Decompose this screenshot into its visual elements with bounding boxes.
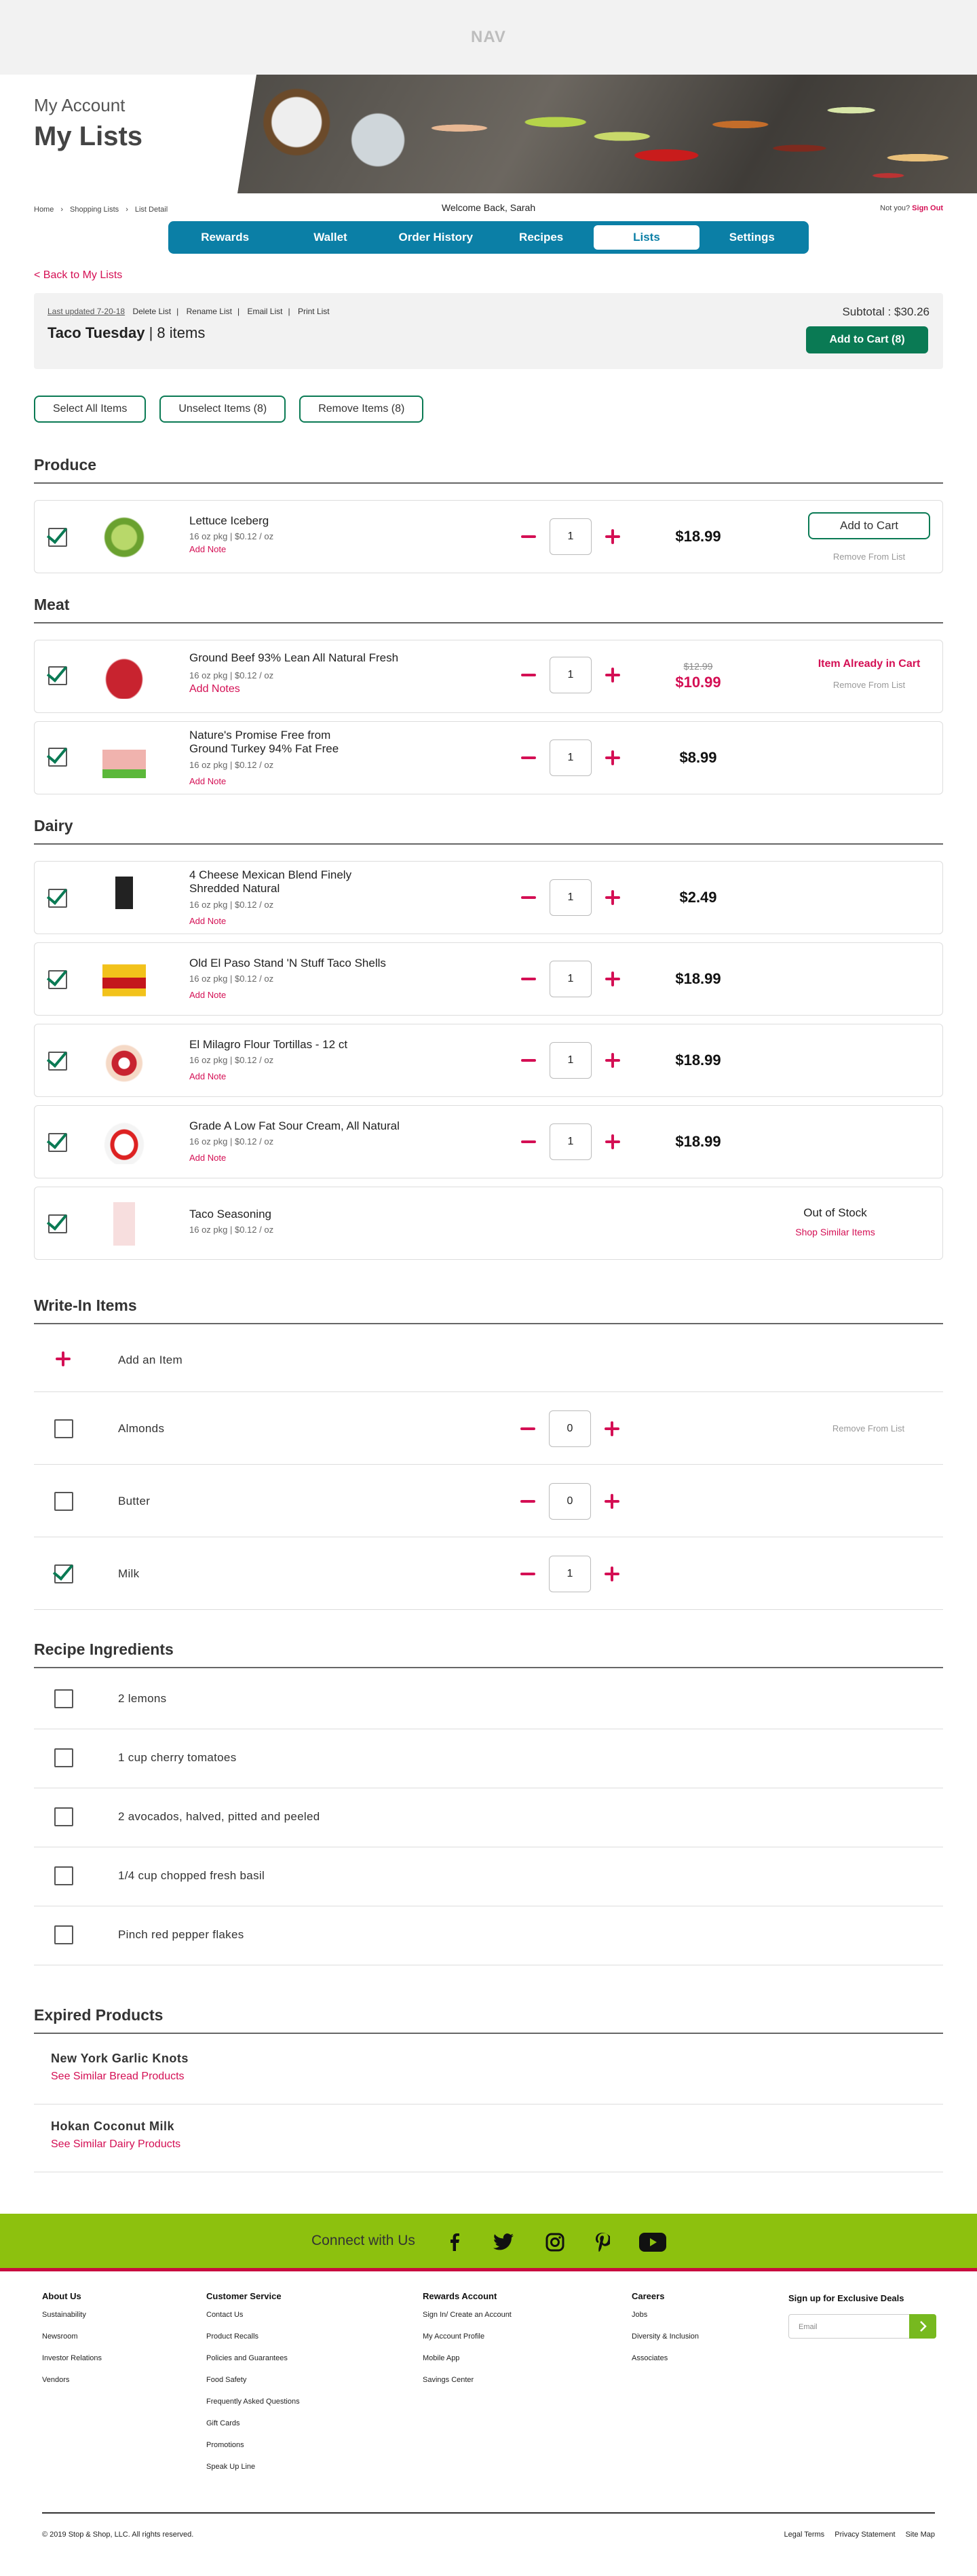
recipe-item <box>34 1847 943 1906</box>
minus-icon[interactable] <box>521 896 536 899</box>
breadcrumb-list-detail: List Detail <box>134 206 168 214</box>
add-note-link[interactable]: Add Note <box>189 776 227 786</box>
product-image-ground-beef <box>102 655 146 699</box>
minus-icon[interactable] <box>521 978 536 980</box>
item-name[interactable]: Taco Seasoning <box>189 1208 271 1220</box>
select-all-button[interactable]: Select All Items <box>34 396 146 423</box>
item-name: Milk <box>118 1567 140 1580</box>
add-note-link[interactable]: Add Notes <box>189 683 240 695</box>
not-you-text: Not you? <box>880 204 911 212</box>
write-in-item <box>34 1537 943 1610</box>
ingredient-name: 2 lemons <box>118 1692 167 1705</box>
footer-link[interactable]: Investor Relations <box>42 2354 102 2362</box>
quantity-input[interactable]: 1 <box>550 879 592 916</box>
footer-heading: Customer Service <box>206 2291 282 2301</box>
nav-label: NAV <box>471 28 506 46</box>
breadcrumb-shopping-lists[interactable]: Shopping Lists <box>70 206 119 214</box>
add-note-link[interactable]: Add Note <box>189 544 227 554</box>
footer-link[interactable]: Mobile App <box>423 2354 460 2362</box>
footer-link[interactable]: Contact Us <box>206 2311 244 2319</box>
footer-link[interactable]: Diversity & Inclusion <box>632 2332 700 2341</box>
plus-icon[interactable] <box>605 972 620 986</box>
item-meta: 16 oz pkg | $0.12 / oz <box>189 1225 274 1235</box>
remove-from-list-link[interactable]: Remove From List <box>832 552 906 562</box>
sign-out-link[interactable]: Sign Out <box>912 204 943 212</box>
item-price: $2.49 <box>679 889 717 906</box>
ingredient-name: 1 cup cherry tomatoes <box>118 1751 237 1764</box>
item-name[interactable]: Grade A Low Fat Sour Cream, All Natural <box>189 1119 400 1132</box>
footer-link[interactable]: Frequently Asked Questions <box>206 2398 300 2406</box>
product-image-taco-shells <box>102 958 146 1001</box>
minus-icon[interactable] <box>521 756 536 759</box>
plus-icon[interactable] <box>605 890 620 905</box>
plus-icon[interactable] <box>605 1566 619 1581</box>
see-similar-link[interactable]: See Similar Dairy Products <box>51 2138 181 2150</box>
print-list-link[interactable]: Print List <box>297 307 330 316</box>
list-item <box>34 861 943 934</box>
item-meta: 16 oz pkg | $0.12 / oz <box>189 974 274 984</box>
add-note-link[interactable]: Add Note <box>189 1153 227 1163</box>
email-list-link[interactable]: Email List <box>247 307 283 316</box>
add-note-link[interactable]: Add Note <box>189 1071 227 1081</box>
tab-wallet[interactable]: Wallet <box>313 231 347 244</box>
footer-link[interactable]: My Account Profile <box>423 2332 485 2341</box>
expired-item-name: Hokan Coconut Milk <box>51 2119 175 2133</box>
add-item-row <box>34 1326 943 1392</box>
footer-heading: Rewards Account <box>423 2291 497 2301</box>
section-produce: Produce <box>34 456 943 484</box>
item-price: $18.99 <box>675 1133 721 1150</box>
delete-list-link[interactable]: Delete List <box>132 307 172 316</box>
product-image-tortillas <box>102 1039 146 1083</box>
divider: | <box>288 307 290 316</box>
welcome-message: Welcome Back, Sarah <box>441 202 536 213</box>
section-write-in: Write-In Items <box>34 1296 943 1324</box>
remove-items-button[interactable]: Remove Items (8) <box>299 396 423 423</box>
footer-link[interactable]: Sustainability <box>42 2311 86 2319</box>
divider: | <box>149 324 153 341</box>
item-name[interactable]: Lettuce Iceberg <box>189 514 269 527</box>
footer-link[interactable]: Gift Cards <box>206 2419 240 2427</box>
minus-icon[interactable] <box>521 1059 536 1062</box>
twitter-icon[interactable] <box>491 2230 516 2254</box>
breadcrumb-separator: › <box>60 206 64 214</box>
item-checkbox[interactable] <box>48 889 67 908</box>
subtotal: Subtotal : $30.26 <box>842 305 930 318</box>
item-meta: 16 oz pkg | $0.12 / oz <box>189 670 274 680</box>
divider: | <box>176 307 179 316</box>
item-price: $18.99 <box>675 970 721 987</box>
facebook-icon[interactable] <box>442 2230 467 2254</box>
bulk-actions <box>34 396 423 423</box>
list-item <box>34 1187 943 1260</box>
plus-icon[interactable] <box>605 750 620 765</box>
plus-icon[interactable] <box>605 1134 620 1149</box>
item-name[interactable]: Ground Beef 93% Lean All Natural Fresh <box>189 651 399 664</box>
quantity-input[interactable]: 1 <box>550 961 592 997</box>
item-checkbox[interactable] <box>48 970 67 989</box>
footer-link[interactable]: Speak Up Line <box>206 2463 256 2471</box>
pinterest-icon[interactable] <box>590 2230 615 2254</box>
footer-link[interactable]: Savings Center <box>423 2376 474 2384</box>
quantity-input[interactable]: 0 <box>549 1410 591 1447</box>
item-name[interactable]: El Milagro Flour Tortillas - 12 ct <box>189 1038 348 1051</box>
list-name: Taco Tuesday <box>47 324 145 341</box>
footer-careers <box>632 2291 699 2376</box>
product-image-taco-seasoning <box>102 1202 146 1246</box>
add-to-cart-button[interactable]: Add to Cart <box>808 512 930 539</box>
add-note-link[interactable]: Add Note <box>189 916 227 926</box>
list-item <box>34 1024 943 1097</box>
footer-link[interactable]: Associates <box>632 2354 668 2362</box>
item-name[interactable]: Old El Paso Stand 'N Stuff Taco Shells <box>189 957 386 969</box>
expired-item <box>34 2037 943 2104</box>
tab-order-history[interactable]: Order History <box>398 231 474 244</box>
item-price: $18.99 <box>675 528 721 545</box>
footer-link[interactable]: Food Safety <box>206 2376 247 2384</box>
item-price: $18.99 <box>675 1052 721 1069</box>
item-in-cart-status: Item Already in Cart <box>818 658 921 670</box>
item-checkbox[interactable] <box>54 1807 73 1826</box>
item-checkbox[interactable] <box>48 1214 67 1233</box>
recipe-item <box>34 1906 943 1965</box>
list-item <box>34 640 943 713</box>
quantity-input[interactable]: 0 <box>549 1483 591 1520</box>
last-updated: Last updated 7-20-18 <box>47 307 126 316</box>
quantity-input[interactable]: 1 <box>550 1123 592 1160</box>
footer-divider <box>42 2512 935 2514</box>
product-image-ground-turkey <box>102 737 146 780</box>
minus-icon[interactable] <box>521 674 536 676</box>
hero-banner <box>0 75 977 193</box>
out-of-stock-status: Out of Stock <box>803 1206 867 1219</box>
plus-icon[interactable] <box>605 668 620 683</box>
recipe-item <box>34 1729 943 1788</box>
signup-heading: Sign up for Exclusive Deals <box>788 2293 904 2303</box>
tab-settings[interactable]: Settings <box>729 231 775 244</box>
recipe-item <box>34 1670 943 1729</box>
footer-link[interactable]: Product Recalls <box>206 2332 259 2341</box>
divider: | <box>237 307 240 316</box>
plus-icon[interactable] <box>605 1494 619 1509</box>
remove-from-list-link[interactable]: Remove From List <box>832 680 906 690</box>
minus-icon[interactable] <box>520 1573 535 1575</box>
section-recipe: Recipe Ingredients <box>34 1640 943 1668</box>
list-item <box>34 1105 943 1178</box>
tab-lists[interactable]: Lists <box>594 225 699 250</box>
legal-terms-link[interactable]: Legal Terms <box>784 2531 825 2539</box>
item-meta: 16 oz pkg | $0.12 / oz <box>189 760 274 770</box>
section-meat: Meat <box>34 596 943 623</box>
item-checkbox[interactable] <box>54 1564 73 1583</box>
list-header <box>34 293 943 369</box>
ingredient-name: 2 avocados, halved, pitted and peeled <box>118 1810 320 1823</box>
account-tabs <box>168 221 809 254</box>
list-item <box>34 942 943 1016</box>
footer-service <box>206 2291 300 2484</box>
product-image-lettuce <box>102 516 146 559</box>
instagram-icon[interactable] <box>543 2230 567 2254</box>
remove-from-list-link[interactable]: Remove From List <box>832 1423 905 1434</box>
item-checkbox[interactable] <box>54 1748 73 1767</box>
submit-email-button[interactable] <box>909 2314 936 2339</box>
tab-rewards[interactable]: Rewards <box>201 231 250 244</box>
original-price: $12.99 <box>683 661 713 672</box>
list-item <box>34 721 943 794</box>
expired-item <box>34 2104 943 2172</box>
section-expired: Expired Products <box>34 2006 943 2034</box>
footer-link[interactable]: Sign In/ Create an Account <box>423 2311 512 2319</box>
footer-rewards <box>423 2291 512 2398</box>
quantity-input[interactable]: 1 <box>550 1042 592 1079</box>
footer-link[interactable]: Promotions <box>206 2441 244 2449</box>
add-item-label[interactable]: Add an Item <box>118 1353 183 1366</box>
write-in-item <box>34 1392 943 1465</box>
item-meta: 16 oz pkg | $0.12 / oz <box>189 900 274 910</box>
footer-link[interactable]: Vendors <box>42 2376 70 2384</box>
recipe-item <box>34 1788 943 1847</box>
product-image-cheese <box>102 877 146 920</box>
sale-price: $10.99 <box>675 674 721 691</box>
see-similar-link[interactable]: See Similar Bread Products <box>51 2071 185 2082</box>
section-dairy: Dairy <box>34 817 943 845</box>
rename-list-link[interactable]: Rename List <box>186 307 232 316</box>
item-name[interactable]: Nature's Promise Free from Ground Turkey 94% Fat Free <box>189 729 339 755</box>
quantity-input[interactable]: 1 <box>549 1556 591 1592</box>
item-meta: 16 oz pkg | $0.12 / oz <box>189 1136 274 1147</box>
hero-subtitle: My Account <box>34 95 126 115</box>
legal-links <box>775 2531 935 2539</box>
write-in-item <box>34 1465 943 1537</box>
plus-icon[interactable] <box>605 529 620 544</box>
not-you <box>880 204 943 212</box>
footer-about <box>42 2291 102 2398</box>
tab-recipes[interactable]: Recipes <box>519 231 564 244</box>
youtube-icon[interactable] <box>638 2230 668 2254</box>
chevron-right-icon <box>909 2314 936 2339</box>
footer-link[interactable]: Jobs <box>632 2311 648 2319</box>
item-checkbox[interactable] <box>48 748 67 767</box>
item-name: Almonds <box>118 1422 165 1435</box>
item-meta: 16 oz pkg | $0.12 / oz <box>189 1055 274 1065</box>
unselect-items-button[interactable]: Unselect Items (8) <box>159 396 286 423</box>
quantity-input[interactable]: 1 <box>550 518 592 555</box>
footer-heading: Careers <box>632 2291 665 2301</box>
add-note-link[interactable]: Add Note <box>189 990 227 1000</box>
ingredient-name: 1/4 cup chopped fresh basil <box>118 1869 265 1882</box>
minus-icon[interactable] <box>521 535 536 538</box>
add-all-to-cart-button[interactable]: Add to Cart (8) <box>806 326 928 353</box>
copyright: © 2019 Stop & Shop, LLC. All rights reserved. <box>42 2531 194 2539</box>
connect-label: Connect with Us <box>311 2233 415 2248</box>
minus-icon[interactable] <box>520 1500 535 1503</box>
item-checkbox[interactable] <box>48 1133 67 1152</box>
privacy-statement-link[interactable]: Privacy Statement <box>835 2531 896 2539</box>
list-item <box>34 500 943 573</box>
item-name: Butter <box>118 1495 151 1507</box>
item-checkbox[interactable] <box>54 1492 73 1511</box>
site-map-link[interactable]: Site Map <box>905 2531 935 2539</box>
item-checkbox[interactable] <box>54 1419 73 1438</box>
item-checkbox[interactable] <box>48 666 67 685</box>
minus-icon[interactable] <box>520 1427 535 1430</box>
shop-similar-link[interactable]: Shop Similar Items <box>795 1227 875 1237</box>
item-price: $8.99 <box>679 749 717 766</box>
breadcrumb-home[interactable]: Home <box>34 206 54 214</box>
footer-link[interactable]: Newsroom <box>42 2332 78 2341</box>
minus-icon[interactable] <box>521 1140 536 1143</box>
ingredient-name: Pinch red pepper flakes <box>118 1928 244 1941</box>
email-input[interactable]: Email <box>788 2314 911 2339</box>
quantity-input[interactable]: 1 <box>550 657 592 693</box>
product-image-sour-cream <box>102 1121 146 1164</box>
item-checkbox[interactable] <box>54 1866 73 1885</box>
back-to-lists-link[interactable]: < Back to My Lists <box>34 269 123 281</box>
item-checkbox[interactable] <box>48 1052 67 1071</box>
breadcrumb-separator: › <box>126 206 128 214</box>
hero-food-image <box>237 75 977 193</box>
social-bar <box>0 2214 977 2271</box>
list-count: 8 items <box>157 324 206 341</box>
plus-icon[interactable] <box>605 1053 620 1068</box>
page-title: My Lists <box>34 121 143 151</box>
item-name[interactable]: 4 Cheese Mexican Blend Finely Shredded Natural <box>189 868 352 895</box>
footer-link[interactable]: Policies and Guarantees <box>206 2354 288 2362</box>
footer-heading: About Us <box>42 2291 81 2301</box>
item-checkbox[interactable] <box>54 1925 73 1944</box>
item-meta: 16 oz pkg | $0.12 / oz <box>189 531 274 541</box>
list-name-row <box>47 324 205 342</box>
top-nav <box>0 0 977 75</box>
expired-item-name: New York Garlic Knots <box>51 2052 189 2065</box>
item-checkbox[interactable] <box>48 528 67 547</box>
item-checkbox[interactable] <box>54 1689 73 1708</box>
plus-icon[interactable] <box>605 1421 619 1436</box>
add-item-icon[interactable] <box>56 1351 71 1366</box>
quantity-input[interactable]: 1 <box>550 739 592 776</box>
footer <box>0 2275 977 2576</box>
